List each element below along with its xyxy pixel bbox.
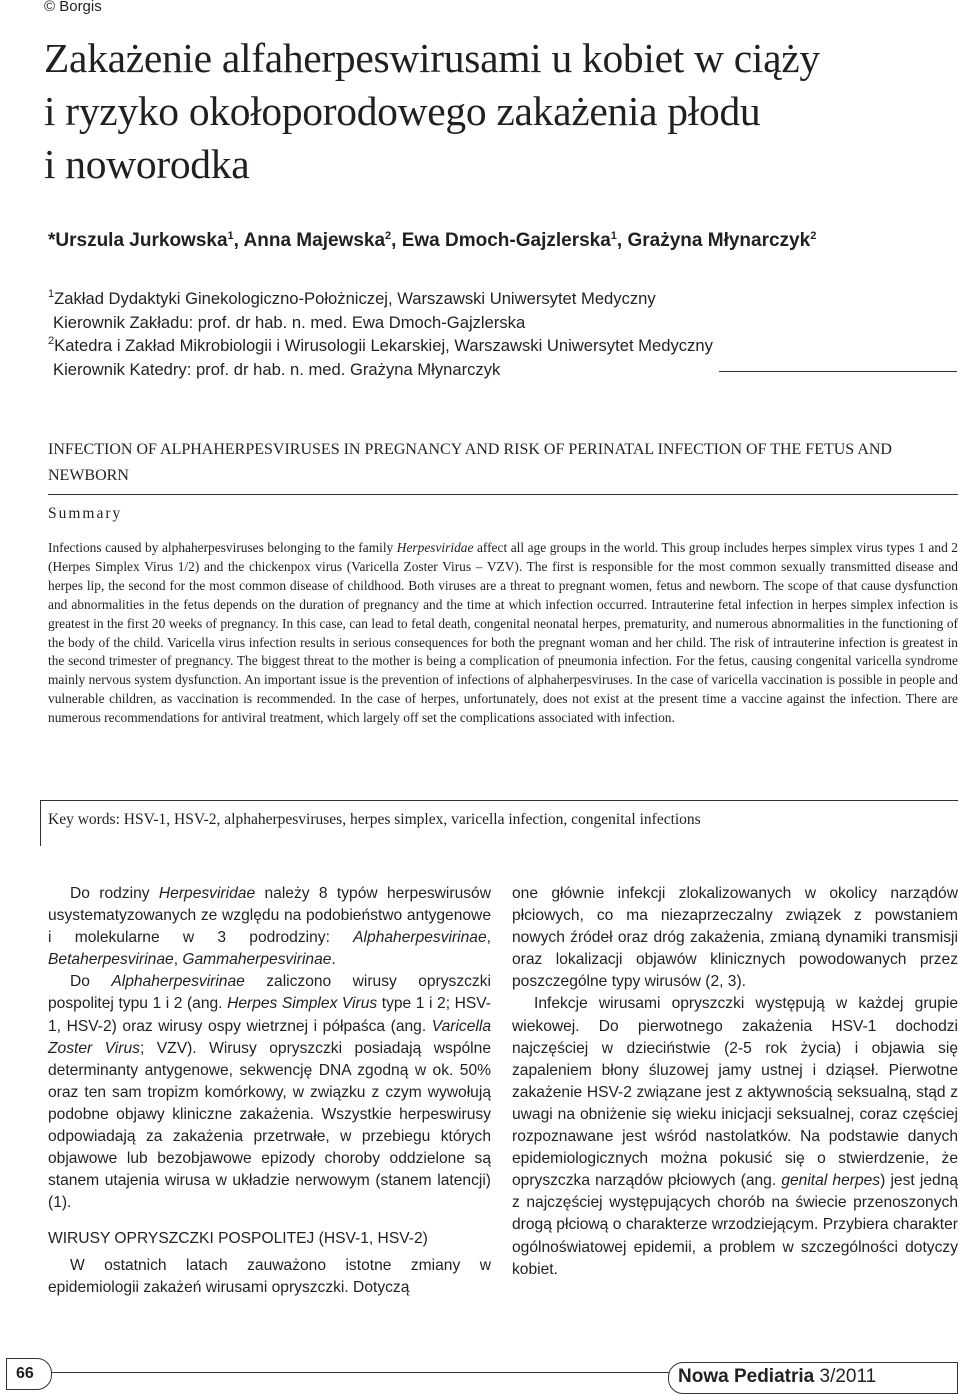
keywords-border-left [40,800,41,846]
affiliation-marker: 1 [227,230,234,242]
affiliation-marker: 2 [385,230,392,242]
body-paragraph: Infekcje wirusami opryszczki występują w każdej grupie wiekowej. Do pierwotnego zakażenia HSV-1 dochodzi najczęściej w dzieciństwie (2-5 rok życia) i objawia się zapaleniem błony śluzowej jamy ustnej i dziąseł. Pierwotne zakażenie HSV-2 związane jest z aktywnością seksualną, stąd z uwagi na obniżenie się wieku inicjacji seksualnej, coraz częściej rozpoznawane jest wśród nastolatków. Na podstawie danych epidemiologicznych można pokusić się o stwierdzenie, że opryszczka narządów płciowych (ang. genital herpes) jest jedną z najczęściej występujących chorób na świecie przenoszonych drogą płciową o charakterze wrzodziejącym. Przybiera charakter ogólnoświatowej epidemii, a problem w szczególności dotyczy kobiet. [512,995,959,1278]
affiliation-marker: 1 [610,230,617,242]
italic-term: Herpesviridae [396,540,474,555]
title-line: i noworodka [44,141,250,187]
affiliation-number: 2 [48,335,55,347]
keywords-border-top [40,800,958,801]
body-paragraph: one głównie infekcji zlokalizowanych w okolicy narządów płciowych, co ma niezaprzeczalny związek z powstaniem nowych źródeł oraz dróg zakażenia, zmianą dynamiki transmisji oraz lokalizacji objawów klinicznych powodowanych przez poszczególne typy wirusów (2, 3). [512,885,958,991]
affiliation-head: Kierownik Katedry: prof. dr hab. n. med. Grażyna Młynarczyk [53,359,501,379]
keywords: Key words: HSV-1, HSV-2, alphaherpesviruses, herpes simplex, varicella infection, congenital infections [48,811,701,828]
body-paragraph: Do rodziny Herpesviridae należy 8 typów herpeswirusów usystematyzowanych ze względu na podobieństwo antygenowe i molekularne w 3 podrodziny: Alphaherpesvirinae, Betaherpesvirinae, Gammaherpesvirinae. [48,885,491,969]
journal-name: Nowa Pediatria [678,1366,815,1387]
affiliation-unit: $^1$Zakład Dydaktyki Ginekologiczno-Położniczej, Warszawski Uniwersytet Medyczny [48,288,656,308]
author-name: Anna Majewska [243,230,386,251]
body-column-left [48,883,491,1299]
title-line: i ryzyko okołoporodowego zakażenia płodu [44,88,761,134]
body-column-right [512,883,958,1281]
summary-heading: Summary [48,505,123,522]
affiliation-divider [719,371,957,372]
title-line: Zakażenie alfaherpeswirusami u kobiet w ciąży [44,35,820,81]
author-name: Grażyna Młynarczyk [627,230,811,251]
body-paragraph: Do Alphaherpesvirinae zaliczono wirusy opryszczki pospolitej typu 1 i 2 (ang. Herpes Simplex Virus type 1 i 2; HSV-1, HSV-2) oraz wirusy ospy wietrznej i półpaśca (ang. Varicella Zoster Virus; VZV). Wirusy opryszczki posiadają wspólne determinanty antygenowe, sekwencję DNA zgodną w ok. 50% oraz ten sam tropizm komórkowy, w związku z czym wywołują podobne objawy kliniczne zakażenia. Wszystkie herpeswirusy odpowiadają za zakażenia przetrwałe, w przebiegu których objawowe lub bezobjawowe epizody choroby oddzielone są stanem utajenia wirusa w układzie nerwowym (stanem latencji) (1). [48,973,491,1212]
article-title [44,32,944,191]
english-title: INFECTION OF ALPHAHERPESVIRUSES IN PREGNANCY AND RISK OF PERINATAL INFECTION OF THE FETUS AND NEWBORN [48,441,892,484]
affiliation-head: Kierownik Zakładu: prof. dr hab. n. med. Ewa Dmoch-Gajzlerska [53,312,526,332]
affiliation-unit: $^2$Katedra i Zakład Mikrobiologii i Wirusologii Lekarskiej, Warszawski Uniwersytet Medyczny [48,335,713,355]
author-name: *Urszula Jurkowska [48,230,228,251]
body-paragraph: W ostatnich latach zauważono istotne zmiany w epidemiologii zakażeń wirusami opryszczki. Dotyczą [48,1256,491,1296]
journal-issue: 3/2011 [819,1366,877,1387]
affiliations [48,287,958,381]
summary-text: Infections caused by alphaherpesviruses belonging to the family Herpesviridae affect all age groups in the world. This group includes herpes simplex virus types 1 and 2 (Herpes Simplex Virus 1/2) and the chickenpox virus (Varicella Zoster Virus – VZV). The first is responsible for the most common sexually transmitted disease and herpes lip, the second for the most common disease of childhood. Both viruses are a threat to pregnant women, fetus and newborn. The scope of that cause dysfunction and abnormalities in the fetus depends on the duration of pregnancy and the time at which infection occurred. Intrauterine fetal infection in herpes simplex infection is greatest in the first 20 weeks of pregnancy. In this case, can lead to fetal death, congenital neonatal herpes, prematurity, and numerous abnormalities in the functioning of the body of the child. Varicella virus infection results in serious consequences for both the pregnant woman and her child. The risk of intrauterine infection is greatest in the second trimester of pregnancy. The biggest threat to the mother is being a complication of pneumonia infection. For the fetus, causing congenital varicella syndrome mainly nervous system dysfunction. An important issue is the prevention of infections of alphaherpesviruses. In the case of varicella vaccination is possible in people and vulnerable children, as vaccination is recommended. In the case of herpes, unfortunately, does not exist at the present time a vaccine against the infection. There are numerous recommendations for antiviral treatment, which largely off set the complications associated with infection. [48,540,958,726]
author-list: *Urszula Jurkowska$^1$, Anna Majewska$^2$, Ewa Dmoch-Gajzlerska$^1$, Grażyna Młynarczyk$^2$ [48,230,817,251]
english-title-divider [48,494,958,495]
copyright-notice: © Borgis [44,0,102,15]
journal-label [678,1366,876,1388]
page-number: 66 [16,1365,34,1382]
affiliation-number: 1 [48,288,55,300]
section-heading: WIRUSY OPRYSZCZKI POSPOLITEJ (HSV-1, HSV-2) [48,1230,428,1248]
affiliation-marker: 2 [810,230,817,242]
author-name: Ewa Dmoch-Gajzlerska [401,230,611,251]
